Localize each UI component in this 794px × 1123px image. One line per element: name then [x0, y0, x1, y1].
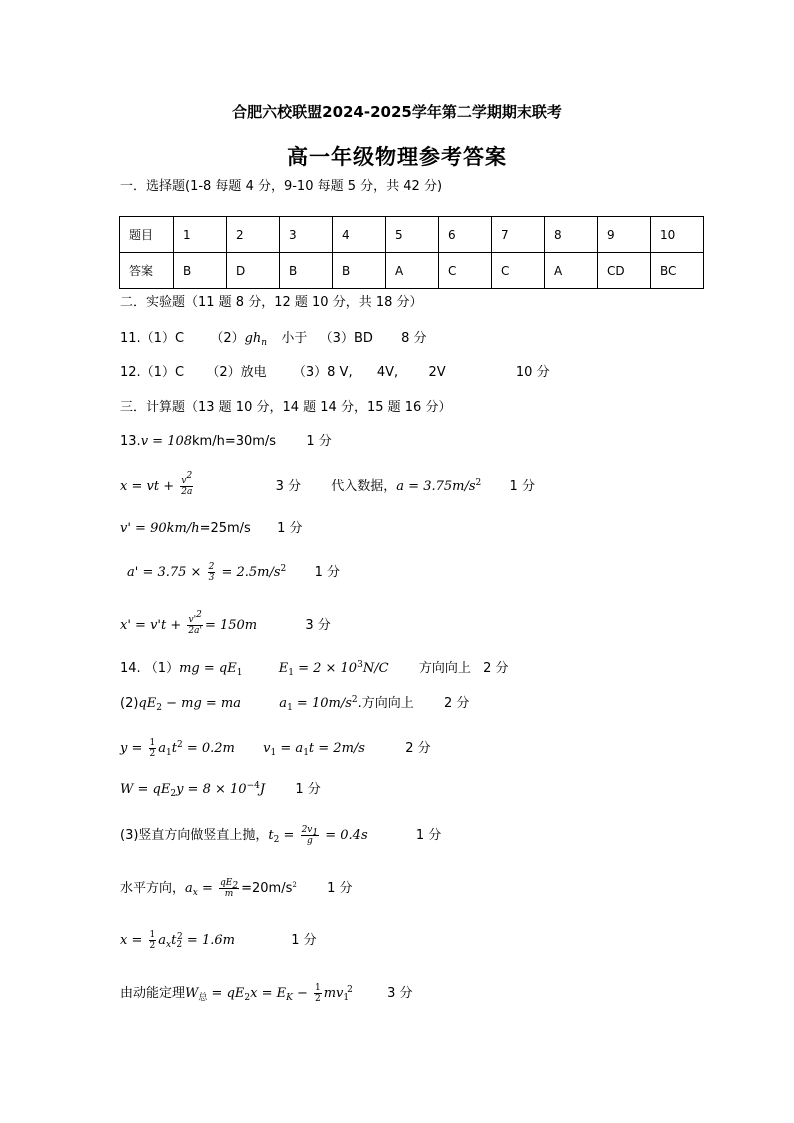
table-cell: BC	[651, 253, 704, 289]
table-cell: A	[386, 253, 439, 289]
q14-line5: (3)竖直方向做竖直上抛，$t_2$ = $\frac{2v_1}{g}$ = 0.4s 1 分	[120, 825, 442, 846]
table-cell: B	[174, 253, 227, 289]
table-cell: CD	[598, 253, 651, 289]
table-cell: B	[333, 253, 386, 289]
table-cell: 9	[598, 217, 651, 253]
page-title: 高一年级物理参考答案	[287, 145, 507, 169]
table-cell: 5	[386, 217, 439, 253]
q14-line2: $(2)qE_2$ − mg = ma $a_1 = 10m/s^2$.方向向上 2 分	[120, 695, 470, 713]
section2-heading: 二．实验题（11 题 8 分，12 题 10 分，共 18 分）	[120, 295, 423, 310]
row-label-answer: 答案	[120, 253, 174, 289]
table-row-answers	[120, 253, 704, 289]
q13-line1: 13.v = 108km/h=30m/s 1 分	[120, 434, 332, 449]
table-cell: 2	[227, 217, 280, 253]
table-cell: 7	[492, 217, 545, 253]
table-cell: 8	[545, 217, 598, 253]
row-label-question: 题目	[120, 217, 174, 253]
table-cell: 1	[174, 217, 227, 253]
table-cell: 6	[439, 217, 492, 253]
table-cell: B	[280, 253, 333, 289]
q14-line6: 水平方向，$a_x$ = $\frac{qE_2}{m}$ $=20m/s^2$ 1 分	[120, 878, 353, 899]
table-cell: C	[439, 253, 492, 289]
q11-score: 8 分	[401, 331, 427, 346]
q13-line4: a' = 3.75 × $\frac{2}{3}$ = $2.5m/s^2$ 1 分	[127, 562, 340, 583]
answer-table	[119, 216, 704, 289]
table-cell: 3	[280, 217, 333, 253]
section3-heading: 三．计算题（13 题 10 分，14 题 14 分，15 题 16 分）	[120, 400, 452, 415]
table-cell: D	[227, 253, 280, 289]
q12-score: 10 分	[515, 365, 550, 380]
q14-line3: y = $\frac{1}{2}$ $a_1t^2 = 0.2m$ $v_1 = a_1t = 2m/s$ 2 分	[120, 738, 431, 759]
q11-answer: 11.（1）C $(2)gh_n$ 小于 （3）BD 8 分	[120, 331, 427, 348]
table-cell: 4	[333, 217, 386, 253]
q12-answer: 12.（1）C （2）放电 （3）8 V, 4V, 2V 10 分	[120, 365, 550, 380]
q14-line7: x = $\frac{1}{2}$ $a_xt_2^2 = 1.6m$ 1 分	[120, 930, 317, 951]
table-cell: 10	[651, 217, 704, 253]
q14-line1: 14. $(1)mg = qE_1$ $E_1 = 2 \times 10^3N/C$ 方向向上 2 分	[120, 660, 509, 678]
q13-line3: v' = 90km/h=25m/s 1 分	[120, 521, 303, 536]
q13-line5: x' = v't + $\frac{v'^2}{2a'}$ = 150m 3 分	[120, 610, 331, 636]
q14-line4: $W = qE_2y = 8 \times 10^{-4}J$ 1 分	[120, 781, 321, 799]
table-cell: C	[492, 253, 545, 289]
table-cell: A	[545, 253, 598, 289]
q14-line8: 由动能定理$W_总 = qE_2x = E_K$ − $\frac{1}{2}$ $mv_1^2$ 3 分	[120, 983, 413, 1004]
school-header: 合肥六校联盟2024-2025学年第二学期期末联考	[232, 103, 562, 121]
q13-line2: x = vt + $\frac{v^2}{2a}$ 3 分 代入数据，$a = 3.75m/s^2$ 1 分	[120, 471, 535, 497]
section1-heading: 一．选择题(1-8 每题 4 分，9-10 每题 5 分，共 42 分)	[120, 179, 443, 194]
table-row-questions	[120, 217, 704, 253]
